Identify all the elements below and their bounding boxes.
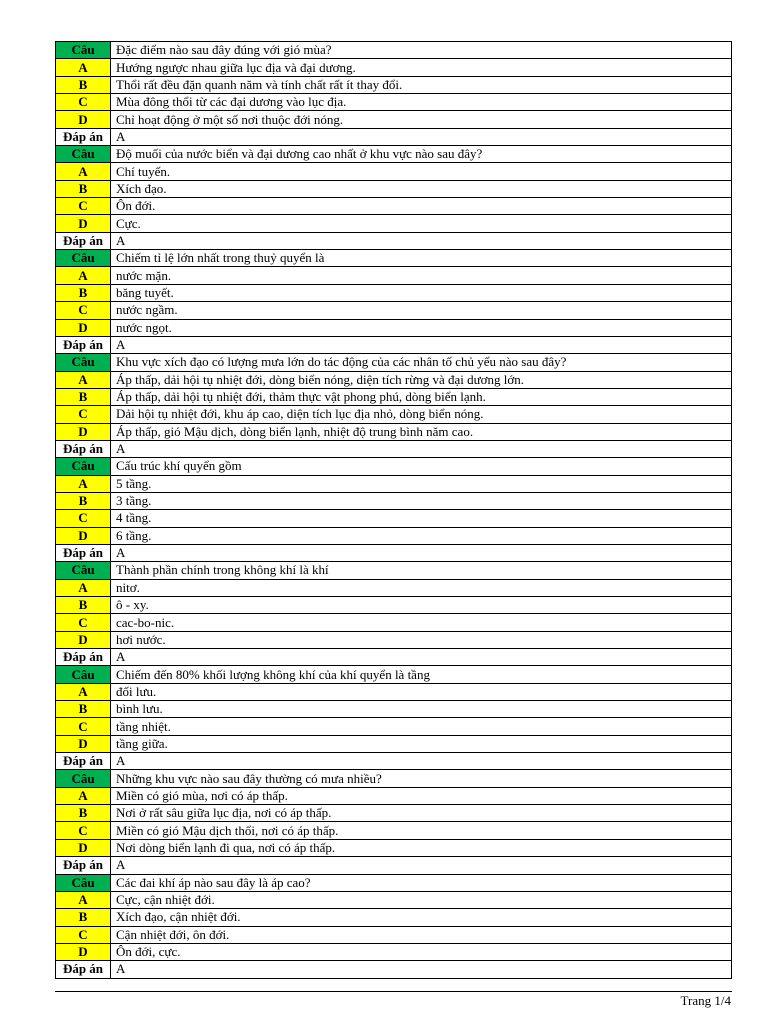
answer-row-label: Đáp án <box>56 857 111 874</box>
option-row-text: Cận nhiệt đới, ôn đới. <box>111 926 732 943</box>
answer-row-text: A <box>111 232 732 249</box>
option-row-label: D <box>56 215 111 232</box>
option-row-label: C <box>56 718 111 735</box>
option-row-text: bình lưu. <box>111 701 732 718</box>
quiz-table <box>55 41 732 979</box>
option-row-label: A <box>56 683 111 700</box>
option-row <box>56 597 732 614</box>
option-row <box>56 180 732 197</box>
answer-row-label: Đáp án <box>56 336 111 353</box>
question-row-text: Những khu vực nào sau đây thường có mưa nhiều? <box>111 770 732 787</box>
option-row-text: Áp thấp, gió Mậu dịch, dòng biển lạnh, nhiệt độ trung bình năm cao. <box>111 423 732 440</box>
option-row-label: D <box>56 423 111 440</box>
option-row-label: A <box>56 267 111 284</box>
option-row-label: A <box>56 787 111 804</box>
option-row-label: C <box>56 614 111 631</box>
answer-row-text: A <box>111 128 732 145</box>
option-row-text: tầng giữa. <box>111 735 732 752</box>
option-row <box>56 94 732 111</box>
answer-row <box>56 961 732 978</box>
option-row-text: Cực, cận nhiệt đới. <box>111 891 732 908</box>
option-row <box>56 76 732 93</box>
option-row <box>56 718 732 735</box>
answer-row-label: Đáp án <box>56 544 111 561</box>
option-row-text: nước mặn. <box>111 267 732 284</box>
option-row <box>56 267 732 284</box>
option-row <box>56 839 732 856</box>
option-row-label: C <box>56 822 111 839</box>
option-row <box>56 163 732 180</box>
option-row <box>56 579 732 596</box>
option-row <box>56 822 732 839</box>
question-row-label: Câu <box>56 146 111 163</box>
option-row-label: B <box>56 76 111 93</box>
page-number: Trang 1/4 <box>680 993 731 1008</box>
option-row <box>56 891 732 908</box>
question-row-label: Câu <box>56 354 111 371</box>
option-row <box>56 631 732 648</box>
option-row <box>56 614 732 631</box>
option-row-text: ô - xy. <box>111 597 732 614</box>
option-row-text: Áp thấp, dải hội tụ nhiệt đới, dòng biển nóng, diện tích rừng và đại dương lớn. <box>111 371 732 388</box>
option-row <box>56 198 732 215</box>
option-row-label: B <box>56 909 111 926</box>
option-row-text: Miền có gió mùa, nơi có áp thấp. <box>111 787 732 804</box>
option-row-text: Chí tuyến. <box>111 163 732 180</box>
option-row-label: D <box>56 735 111 752</box>
option-row-text: Miền có gió Mậu dịch thổi, nơi có áp thấp. <box>111 822 732 839</box>
option-row <box>56 926 732 943</box>
option-row-text: đối lưu. <box>111 683 732 700</box>
option-row-text: 4 tầng. <box>111 510 732 527</box>
answer-row-text: A <box>111 649 732 666</box>
footer-divider <box>55 991 732 992</box>
option-row-text: nước ngầm. <box>111 302 732 319</box>
question-row-label: Câu <box>56 562 111 579</box>
option-row-text: băng tuyết. <box>111 284 732 301</box>
option-row-label: D <box>56 631 111 648</box>
answer-row-label: Đáp án <box>56 753 111 770</box>
option-row <box>56 527 732 544</box>
question-row-text: Chiếm tỉ lệ lớn nhất trong thuỷ quyển là <box>111 250 732 267</box>
option-row-text: nitơ. <box>111 579 732 596</box>
question-row <box>56 354 732 371</box>
answer-row-label: Đáp án <box>56 649 111 666</box>
option-row-label: B <box>56 388 111 405</box>
answer-row <box>56 232 732 249</box>
option-row-text: Ôn đới. <box>111 198 732 215</box>
option-row-label: B <box>56 805 111 822</box>
question-row-label: Câu <box>56 250 111 267</box>
answer-row <box>56 857 732 874</box>
question-row <box>56 562 732 579</box>
option-row-text: Cực. <box>111 215 732 232</box>
option-row-label: A <box>56 891 111 908</box>
answer-row <box>56 649 732 666</box>
question-row-text: Độ muối của nước biển và đại dương cao nhất ở khu vực nào sau đây? <box>111 146 732 163</box>
option-row-text: Dải hội tụ nhiệt đới, khu áp cao, diện tích lục địa nhỏ, dòng biển nóng. <box>111 406 732 423</box>
question-row-text: Cấu trúc khí quyển gồm <box>111 458 732 475</box>
option-row <box>56 510 732 527</box>
option-row-label: C <box>56 302 111 319</box>
option-row-label: A <box>56 475 111 492</box>
option-row-label: D <box>56 943 111 960</box>
option-row-text: hơi nước. <box>111 631 732 648</box>
option-row-label: A <box>56 579 111 596</box>
option-row <box>56 423 732 440</box>
answer-row-label: Đáp án <box>56 128 111 145</box>
option-row <box>56 319 732 336</box>
answer-row-label: Đáp án <box>56 440 111 457</box>
answer-row-label: Đáp án <box>56 232 111 249</box>
option-row-label: B <box>56 284 111 301</box>
option-row <box>56 388 732 405</box>
option-row-text: Xích đạo, cận nhiệt đới. <box>111 909 732 926</box>
option-row-label: C <box>56 926 111 943</box>
answer-row <box>56 336 732 353</box>
answer-row <box>56 544 732 561</box>
option-row-text: Nơi dòng biển lạnh đi qua, nơi có áp thấp. <box>111 839 732 856</box>
question-row <box>56 874 732 891</box>
answer-row-text: A <box>111 753 732 770</box>
option-row-label: D <box>56 839 111 856</box>
option-row-label: D <box>56 111 111 128</box>
option-row-text: Hướng ngược nhau giữa lục địa và đại dương. <box>111 59 732 76</box>
answer-row <box>56 753 732 770</box>
option-row-text: nước ngọt. <box>111 319 732 336</box>
option-row <box>56 683 732 700</box>
answer-row-text: A <box>111 544 732 561</box>
option-row-text: cac-bo-nic. <box>111 614 732 631</box>
quiz-table-body <box>56 42 732 979</box>
answer-row-text: A <box>111 336 732 353</box>
answer-row <box>56 440 732 457</box>
option-row-text: Chỉ hoạt động ở một số nơi thuộc đới nóng. <box>111 111 732 128</box>
question-row <box>56 42 732 59</box>
question-row <box>56 770 732 787</box>
question-row <box>56 458 732 475</box>
option-row-label: B <box>56 492 111 509</box>
option-row-label: B <box>56 597 111 614</box>
option-row <box>56 371 732 388</box>
option-row <box>56 475 732 492</box>
option-row-text: tầng nhiệt. <box>111 718 732 735</box>
option-row-text: Xích đạo. <box>111 180 732 197</box>
option-row-label: D <box>56 527 111 544</box>
option-row <box>56 701 732 718</box>
option-row-text: 6 tầng. <box>111 527 732 544</box>
option-row-text: Nơi ở rất sâu giữa lục địa, nơi có áp thấp. <box>111 805 732 822</box>
answer-row-text: A <box>111 857 732 874</box>
question-row-label: Câu <box>56 42 111 59</box>
option-row <box>56 805 732 822</box>
option-row-label: A <box>56 59 111 76</box>
option-row <box>56 909 732 926</box>
option-row-text: 3 tầng. <box>111 492 732 509</box>
option-row-label: C <box>56 406 111 423</box>
question-row <box>56 666 732 683</box>
option-row-text: 5 tầng. <box>111 475 732 492</box>
option-row-label: C <box>56 510 111 527</box>
option-row-text: Mùa đông thổi từ các đại dương vào lục địa. <box>111 94 732 111</box>
option-row <box>56 943 732 960</box>
question-row-text: Khu vực xích đạo có lượng mưa lớn do tác động của các nhân tố chủ yếu nào sau đây? <box>111 354 732 371</box>
option-row-label: D <box>56 319 111 336</box>
option-row <box>56 284 732 301</box>
option-row-label: A <box>56 371 111 388</box>
question-row-label: Câu <box>56 458 111 475</box>
option-row <box>56 492 732 509</box>
question-row <box>56 250 732 267</box>
option-row <box>56 111 732 128</box>
option-row-label: C <box>56 94 111 111</box>
option-row-label: C <box>56 198 111 215</box>
option-row-label: B <box>56 701 111 718</box>
answer-row <box>56 128 732 145</box>
option-row-text: Áp thấp, dải hội tụ nhiệt đới, thảm thực vật phong phú, dòng biển lạnh. <box>111 388 732 405</box>
question-row-label: Câu <box>56 874 111 891</box>
option-row-label: A <box>56 163 111 180</box>
question-row-text: Các đai khí áp nào sau đây là áp cao? <box>111 874 732 891</box>
option-row <box>56 215 732 232</box>
question-row-text: Đặc điểm nào sau đây đúng với gió mùa? <box>111 42 732 59</box>
question-row-label: Câu <box>56 770 111 787</box>
option-row-label: B <box>56 180 111 197</box>
option-row-text: Ôn đới, cực. <box>111 943 732 960</box>
answer-row-label: Đáp án <box>56 961 111 978</box>
option-row <box>56 302 732 319</box>
option-row-text: Thổi rất đều đặn quanh năm và tính chất rất ít thay đổi. <box>111 76 732 93</box>
answer-row-text: A <box>111 440 732 457</box>
question-row-text: Chiếm đến 80% khối lượng không khí của khí quyển là tầng <box>111 666 732 683</box>
option-row <box>56 59 732 76</box>
question-row-label: Câu <box>56 666 111 683</box>
question-row-text: Thành phần chính trong không khí là khí <box>111 562 732 579</box>
option-row <box>56 787 732 804</box>
answer-row-text: A <box>111 961 732 978</box>
option-row <box>56 406 732 423</box>
question-row <box>56 146 732 163</box>
option-row <box>56 735 732 752</box>
